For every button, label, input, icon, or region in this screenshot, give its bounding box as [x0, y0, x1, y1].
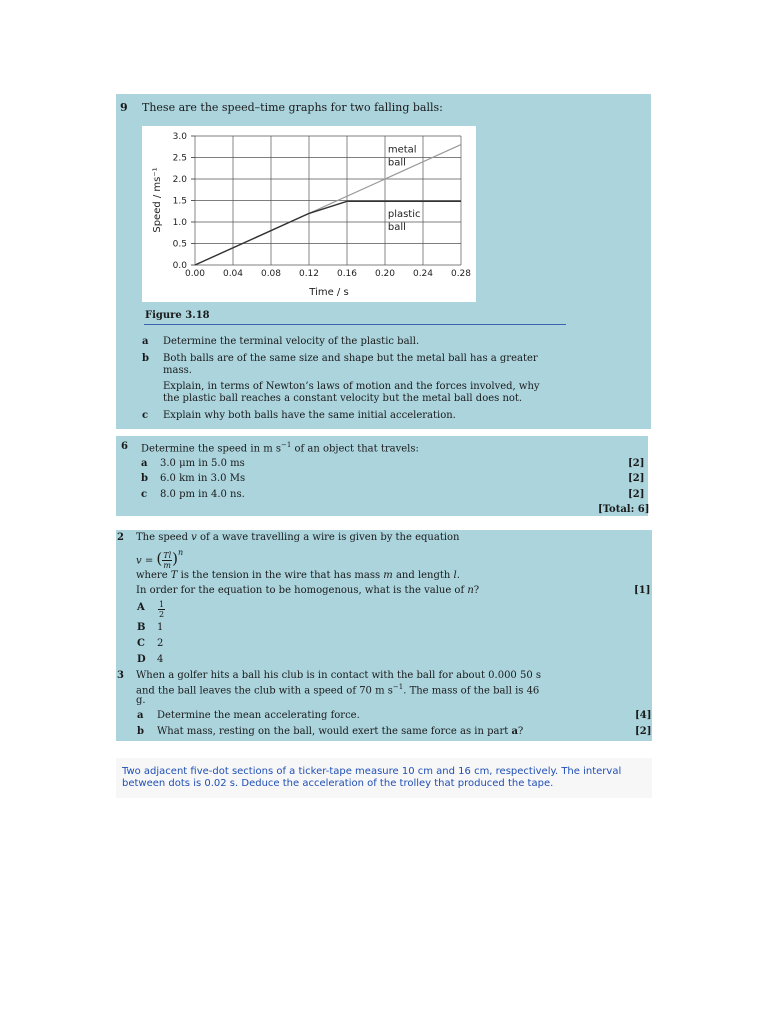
- figure-caption: Figure 3.18: [145, 310, 210, 321]
- y-tick-label: 1.0: [172, 218, 187, 228]
- q9-part-a-text: Determine the terminal velocity of the plastic ball.: [163, 336, 420, 347]
- q3-part-b-marks: [2]: [635, 726, 652, 737]
- q3-line-2-post: . The mass of the ball is 46: [403, 685, 540, 697]
- q6-part-a-text: 3.0 μm in 5.0 ms: [160, 458, 245, 469]
- y-tick-label: 0.0: [172, 261, 187, 271]
- q3-part-b-text-bold: a: [511, 726, 518, 737]
- q2-intro-pre: The speed: [136, 532, 192, 543]
- x-axis-label: Time / s: [309, 287, 349, 298]
- q9-part-a-label: a: [142, 336, 149, 347]
- figure-caption-rule: [144, 324, 566, 325]
- q3-line-2-sup: −1: [392, 683, 404, 691]
- q2-intro-post: of a wave travelling a wire is given by the equation: [196, 532, 460, 543]
- q2-where-T: T: [170, 570, 178, 581]
- q2-option-d-label: D: [137, 654, 146, 665]
- q2-eq-exp: n: [178, 548, 184, 557]
- q3-part-b-label: b: [137, 726, 144, 737]
- plastic-ball-line: [195, 201, 461, 265]
- q2-intro-var: v: [191, 532, 197, 543]
- q9-part-b-line-4: the plastic ball reaches a constant velocity but the metal ball does not.: [163, 393, 523, 404]
- q6-part-b-text: 6.0 km in 3.0 Ms: [160, 473, 246, 484]
- q2-option-a-num: 1: [159, 600, 165, 609]
- q9-part-b-line-1: Both balls are of the same size and shape but the metal ball has a greater: [163, 353, 538, 364]
- q3-part-b-text-end: ?: [517, 726, 524, 737]
- q2-where-l: l: [453, 570, 457, 581]
- y-tick-label: 0.5: [172, 239, 187, 250]
- q2-where-end: .: [456, 570, 460, 581]
- metal-ball-label: metal: [387, 144, 417, 156]
- q9-part-b-line-2: mass.: [163, 365, 192, 376]
- q2-eq-num: Tl: [163, 551, 172, 561]
- question-2-intro: [136, 532, 460, 543]
- q9-part-c-label: c: [142, 410, 149, 421]
- q6-part-b-marks: [2]: [628, 473, 645, 484]
- x-tick-label: 0.08: [260, 269, 282, 279]
- question-2-number: 2: [117, 532, 124, 543]
- q9-part-b-line-3: Explain, in terms of Newton’s laws of motion and the forces involved, why: [163, 381, 540, 392]
- x-tick-label: 0.28: [450, 269, 472, 279]
- q3-part-b-text-pre: What mass, resting on the ball, would exert the same force as in part: [157, 726, 512, 737]
- question-6-number: 6: [121, 441, 128, 452]
- x-tick-label: 0.04: [222, 269, 244, 279]
- x-tick-label: 0.24: [412, 269, 434, 279]
- q3-part-a-label: a: [137, 710, 144, 721]
- plastic-ball-label: ball: [387, 221, 406, 233]
- ticker-tape-note: Two adjacent five-dot sections of a ticker-tape measure 10 cm and 16 cm, respectively. The interval between dots is 0.02 s. Deduce the acceleration of the trolley that produced the tape.: [122, 766, 622, 789]
- q6-part-a-marks: [2]: [628, 458, 645, 469]
- x-tick-label: 0.00: [184, 269, 206, 279]
- q2-option-c-text: 2: [157, 638, 164, 649]
- q6-intro-post: of an object that travels:: [291, 443, 419, 455]
- q6-part-c-text: 8.0 pm in 4.0 ns.: [160, 489, 245, 500]
- q2-option-a-fraction: [158, 599, 165, 619]
- q6-part-a-label: a: [141, 458, 148, 469]
- q6-part-c-marks: [2]: [628, 489, 645, 500]
- q3-line-2: [136, 683, 539, 696]
- q2-marks: [1]: [634, 585, 651, 596]
- speed-time-chart-svg: [142, 126, 476, 302]
- y-tick-label: 2.0: [172, 175, 187, 185]
- q2-eq-fraction: [162, 551, 172, 570]
- question-9-intro: These are the speed–time graphs for two falling balls:: [142, 101, 443, 114]
- q2-option-d-text: 4: [157, 654, 164, 665]
- q3-part-a-marks: [4]: [635, 710, 652, 721]
- q3-part-a-text: Determine the mean accelerating force.: [157, 710, 360, 721]
- q2-option-b-label: B: [137, 622, 146, 633]
- q3-part-b-text: [157, 726, 523, 737]
- q9-part-b-label: b: [142, 353, 149, 364]
- q2-option-b-text: 1: [157, 622, 164, 633]
- q2-equation: [136, 548, 183, 570]
- q3-line-3: g.: [136, 695, 146, 706]
- q2-where-m: m: [383, 570, 393, 581]
- q2-eq-close-paren: ): [172, 549, 179, 568]
- q6-intro-sup: −1: [281, 441, 292, 449]
- q2-eq-equals: =: [141, 555, 157, 567]
- q2-option-c-label: C: [137, 638, 145, 649]
- y-tick-label: 2.5: [172, 153, 187, 164]
- q3-line-1: When a golfer hits a ball his club is in contact with the ball for about 0.000 50 s: [136, 670, 542, 681]
- x-tick-label: 0.12: [298, 269, 320, 279]
- q2-where-mid2: and length: [392, 570, 454, 581]
- q2-eq-open-paren: (: [156, 549, 163, 568]
- question-3-number: 3: [117, 670, 124, 681]
- q2-where-mid: is the tension in the wire that has mass: [177, 570, 384, 581]
- q2-eq-lhs: v: [136, 555, 142, 567]
- y-tick-label: 1.5: [172, 196, 187, 207]
- q9-part-c-text: Explain why both balls have the same initial acceleration.: [163, 410, 456, 421]
- q2-question-var: n: [467, 585, 474, 596]
- q6-intro-pre: Determine the speed in m s: [141, 443, 281, 455]
- metal-ball-label: ball: [387, 157, 406, 169]
- q2-eq-den: m: [163, 561, 172, 571]
- q2-where-pre: where: [136, 570, 171, 581]
- q2-where-line: [136, 570, 460, 581]
- q2-question-end: ?: [473, 585, 480, 596]
- q6-total-marks: [Total: 6]: [598, 504, 650, 515]
- x-tick-label: 0.20: [374, 269, 396, 279]
- speed-time-chart: [142, 126, 476, 302]
- question-9-number: 9: [120, 101, 128, 114]
- q2-question: [136, 585, 479, 596]
- q2-question-pre: In order for the equation to be homogenous, what is the value of: [136, 585, 468, 596]
- q2-option-a-label: A: [137, 602, 145, 613]
- x-tick-label: 0.16: [336, 269, 358, 279]
- plastic-ball-label: plastic: [387, 208, 421, 220]
- q6-part-c-label: c: [141, 489, 148, 500]
- q2-option-a-den: 2: [159, 610, 165, 619]
- y-axis-label: Speed / ms⁻¹: [152, 167, 163, 233]
- q3-line-2-pre: and the ball leaves the club with a speed of 70 m s: [136, 685, 393, 697]
- question-6-intro: [141, 441, 419, 454]
- y-tick-label: 3.0: [172, 132, 187, 142]
- q6-part-b-label: b: [141, 473, 148, 484]
